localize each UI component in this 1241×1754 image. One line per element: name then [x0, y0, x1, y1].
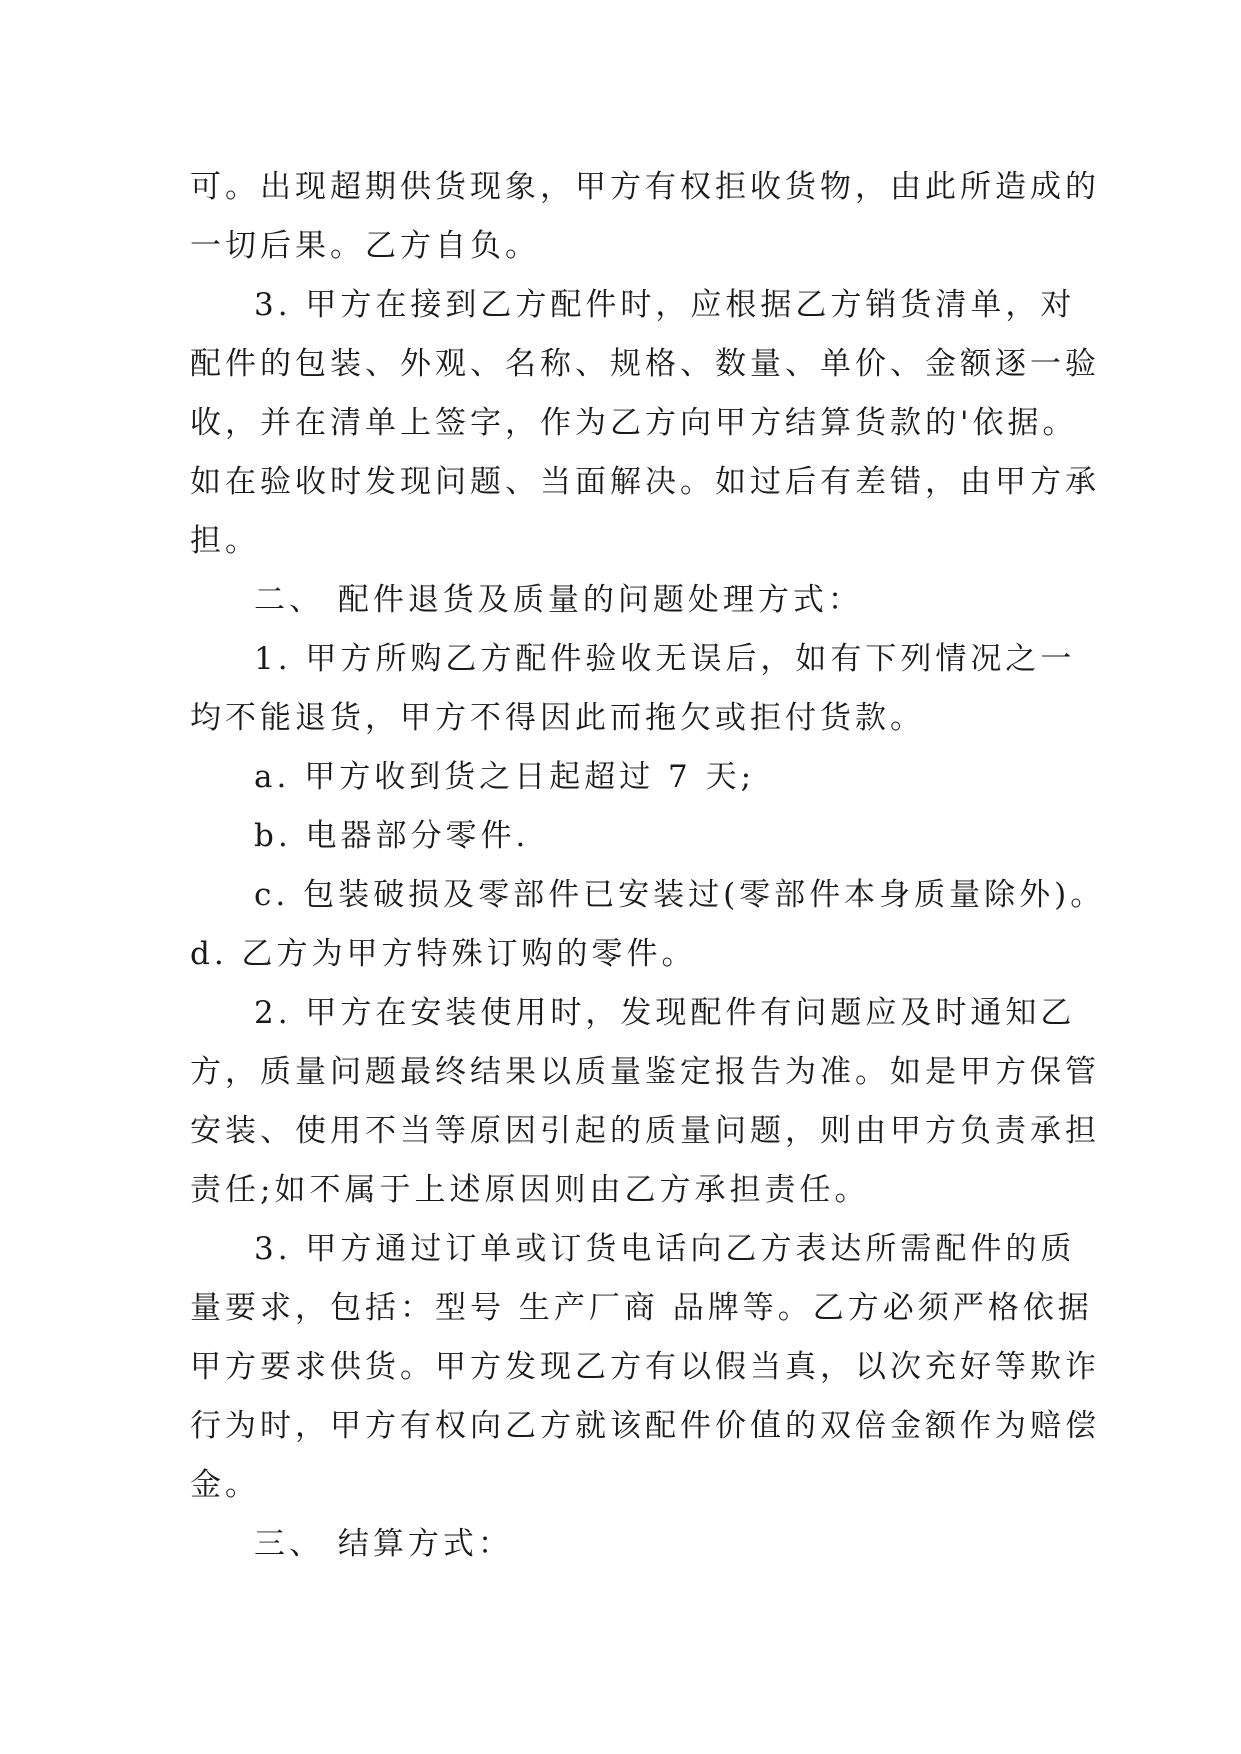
- text-line: 担。: [190, 523, 260, 559]
- text-line: 金。: [190, 1467, 260, 1503]
- text-line: 安装、使用不当等原因引起的质量问题，则由甲方负责承担: [190, 1113, 1100, 1149]
- text-line: 配件的包装、外观、名称、规格、数量、单价、金额逐一验: [190, 346, 1100, 382]
- text-line: 收，并在清单上签字，作为乙方向甲方结算货款的'依据。: [190, 405, 1078, 441]
- text-line: 甲方要求供货。甲方发现乙方有以假当真，以次充好等欺诈: [190, 1349, 1100, 1385]
- text-line: 方，质量问题最终结果以质量鉴定报告为准。如是甲方保管: [190, 1054, 1100, 1090]
- text-line: 3. 甲方在接到乙方配件时，应根据乙方销货清单，对: [254, 287, 1076, 323]
- text-line: 量要求，包括：型号 生产厂商 品牌等。乙方必须严格依据: [190, 1290, 1093, 1326]
- text-line: 行为时，甲方有权向乙方就该配件价值的双倍金额作为赔偿: [190, 1408, 1100, 1444]
- list-item: a. 甲方收到货之日起超过 7 天;: [254, 759, 756, 795]
- document-body: [190, 158, 1106, 1574]
- text-line: 3. 甲方通过订单或订货电话向乙方表达所需配件的质: [254, 1231, 1076, 1267]
- text-line: 均不能退货，甲方不得因此而拖欠或拒付货款。: [190, 700, 925, 736]
- section-heading: 三、 结算方式：: [254, 1526, 513, 1562]
- list-item: d. 乙方为甲方特殊订购的零件。: [190, 936, 697, 972]
- text-line: 责任;如不属于上述原因则由乙方承担责任。: [190, 1172, 870, 1208]
- list-item: c. 包装破损及零部件已安装过(零部件本身质量除外)。: [254, 877, 1106, 913]
- text-line: 如在验收时发现问题、当面解决。如过后有差错，由甲方承: [190, 464, 1100, 500]
- text-line: 可。出现超期供货现象，甲方有权拒收货物，由此所造成的: [190, 169, 1100, 205]
- list-item: b. 电器部分零件.: [254, 818, 530, 854]
- text-line: 一切后果。乙方自负。: [190, 228, 540, 264]
- text-line: 1. 甲方所购乙方配件验收无误后，如有下列情况之一: [254, 641, 1076, 677]
- text-line: 2. 甲方在安装使用时，发现配件有问题应及时通知乙: [254, 995, 1076, 1031]
- section-heading: 二、 配件退货及质量的问题处理方式：: [254, 582, 863, 618]
